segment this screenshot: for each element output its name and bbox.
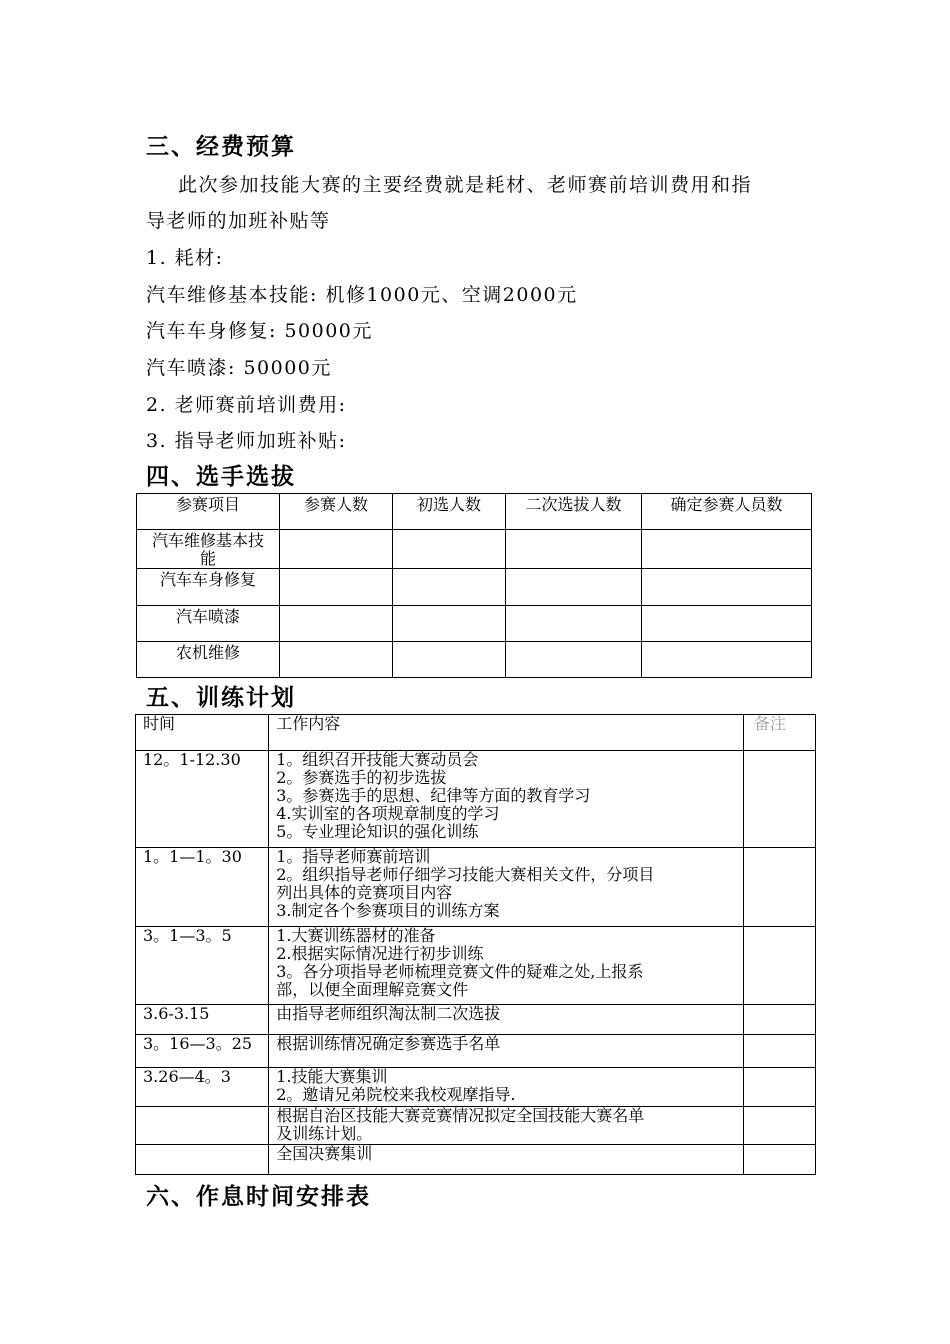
time-cell: 3。1—3。5 [136,927,269,1005]
table-row [136,1068,816,1107]
content-line: 及训练计划。 [276,1124,373,1143]
project-cell: 农机维修 [137,642,280,678]
time-cell: 3.26—4。3 [136,1068,269,1107]
empty-cell [506,530,642,569]
time-cell: 3。16—3。25 [136,1035,269,1068]
content-line: 全国决赛集训 [276,1144,373,1163]
empty-cell [642,569,812,606]
content-line: 列出具体的竞赛项目内容 [276,883,453,902]
empty-cell [506,642,642,678]
project-cell: 汽车维修基本技能 [137,530,280,569]
content-line: 4.实训室的各项规章制度的学习 [276,804,500,823]
content-cell [269,1107,744,1145]
header-cell: 时间 [136,715,269,751]
section4-title: 四、选手选拔 [146,463,296,490]
empty-cell [506,569,642,606]
selection-table [136,493,812,678]
time-cell [136,1107,269,1145]
header-cell: 二次选拔人数 [506,494,642,530]
content-line: 3。参赛选手的思想、纪律等方面的教育学习 [276,786,591,805]
header-cell: 参赛项目 [137,494,280,530]
note-cell [743,1068,815,1107]
budget-item: 汽车维修基本技能: 机修1000元、空调2000元 [146,284,578,306]
table-row [136,927,816,1005]
content-line: 根据自治区技能大赛竞赛情况拟定全国技能大赛名单 [276,1106,645,1125]
budget-item: 汽车车身修复: 50000元 [146,320,373,342]
content-line: 2.根据实际情况进行初步训练 [276,944,484,963]
table-header-row [137,494,812,530]
content-line: 1.技能大赛集训 [276,1067,388,1086]
budget-item: 3. 指导老师加班补贴: [146,430,347,452]
header-cell: 备注 [743,715,815,751]
section6-title: 六、作息时间安排表 [146,1183,371,1210]
project-cell: 汽车车身修复 [137,569,280,606]
table-row [136,848,816,927]
note-cell [743,1005,815,1035]
note-cell [743,1035,815,1068]
table-row [136,1005,816,1035]
content-line: 2。邀请兄弟院校来我校观摩指导. [276,1085,516,1104]
content-cell [269,1035,744,1068]
budget-intro-line1: 此次参加技能大赛的主要经费就是耗材、老师赛前培训费用和指 [178,174,753,196]
time-cell: 12。1-12.30 [136,751,269,848]
content-line: 部，以便全面理解竞赛文件 [276,980,469,999]
content-line: 根据训练情况确定参赛选手名单 [276,1034,501,1053]
note-cell [743,1107,815,1145]
content-line: 1。组织召开技能大赛动员会 [276,750,479,769]
note-cell [743,848,815,927]
empty-cell [280,530,393,569]
content-cell [269,1005,744,1035]
table-row [137,569,812,606]
table-row [136,1035,816,1068]
table-row [136,1145,816,1175]
header-cell: 初选人数 [393,494,506,530]
empty-cell [642,606,812,642]
budget-intro-line2: 导老师的加班补贴等 [146,210,331,232]
content-line: 5。专业理论知识的强化训练 [276,822,479,841]
empty-cell [642,642,812,678]
content-cell [269,927,744,1005]
empty-cell [393,569,506,606]
table-row [136,1107,816,1145]
content-line: 3.制定各个参赛项目的训练方案 [276,901,500,920]
table-row [136,751,816,848]
header-cell: 参赛人数 [280,494,393,530]
note-cell [743,927,815,1005]
time-cell [136,1145,269,1175]
content-line: 3。各分项指导老师梳理竞赛文件的疑难之处,上报系 [276,962,644,981]
content-cell [269,1068,744,1107]
content-line: 1.大赛训练器材的准备 [276,926,436,945]
empty-cell [280,569,393,606]
empty-cell [642,530,812,569]
header-cell: 确定参赛人员数 [642,494,812,530]
section3-title: 三、经费预算 [146,133,296,160]
empty-cell [393,530,506,569]
note-cell [743,751,815,848]
content-line: 2。参赛选手的初步选拔 [276,768,447,787]
budget-item: 1. 耗材: [146,247,224,269]
table-header-row [136,715,816,751]
content-cell [269,1145,744,1175]
budget-item: 2. 老师赛前培训费用: [146,394,347,416]
note-cell [743,1145,815,1175]
time-cell: 1。1—1。30 [136,848,269,927]
empty-cell [280,606,393,642]
budget-item: 汽车喷漆: 50000元 [146,357,332,379]
content-line: 由指导老师组织淘汰制二次选拔 [276,1004,501,1023]
header-cell: 工作内容 [269,715,744,751]
content-cell [269,848,744,927]
empty-cell [393,642,506,678]
time-cell: 3.6-3.15 [136,1005,269,1035]
empty-cell [506,606,642,642]
content-line: 2。组织指导老师仔细学习技能大赛相关文件，分项目 [276,865,655,884]
empty-cell [280,642,393,678]
table-row [137,606,812,642]
training-plan-table [135,714,816,1175]
table-row [137,530,812,569]
content-line: 1。指导老师赛前培训 [276,847,431,866]
project-cell: 汽车喷漆 [137,606,280,642]
table-row [137,642,812,678]
section5-title: 五、训练计划 [146,684,296,711]
content-cell [269,751,744,848]
empty-cell [393,606,506,642]
